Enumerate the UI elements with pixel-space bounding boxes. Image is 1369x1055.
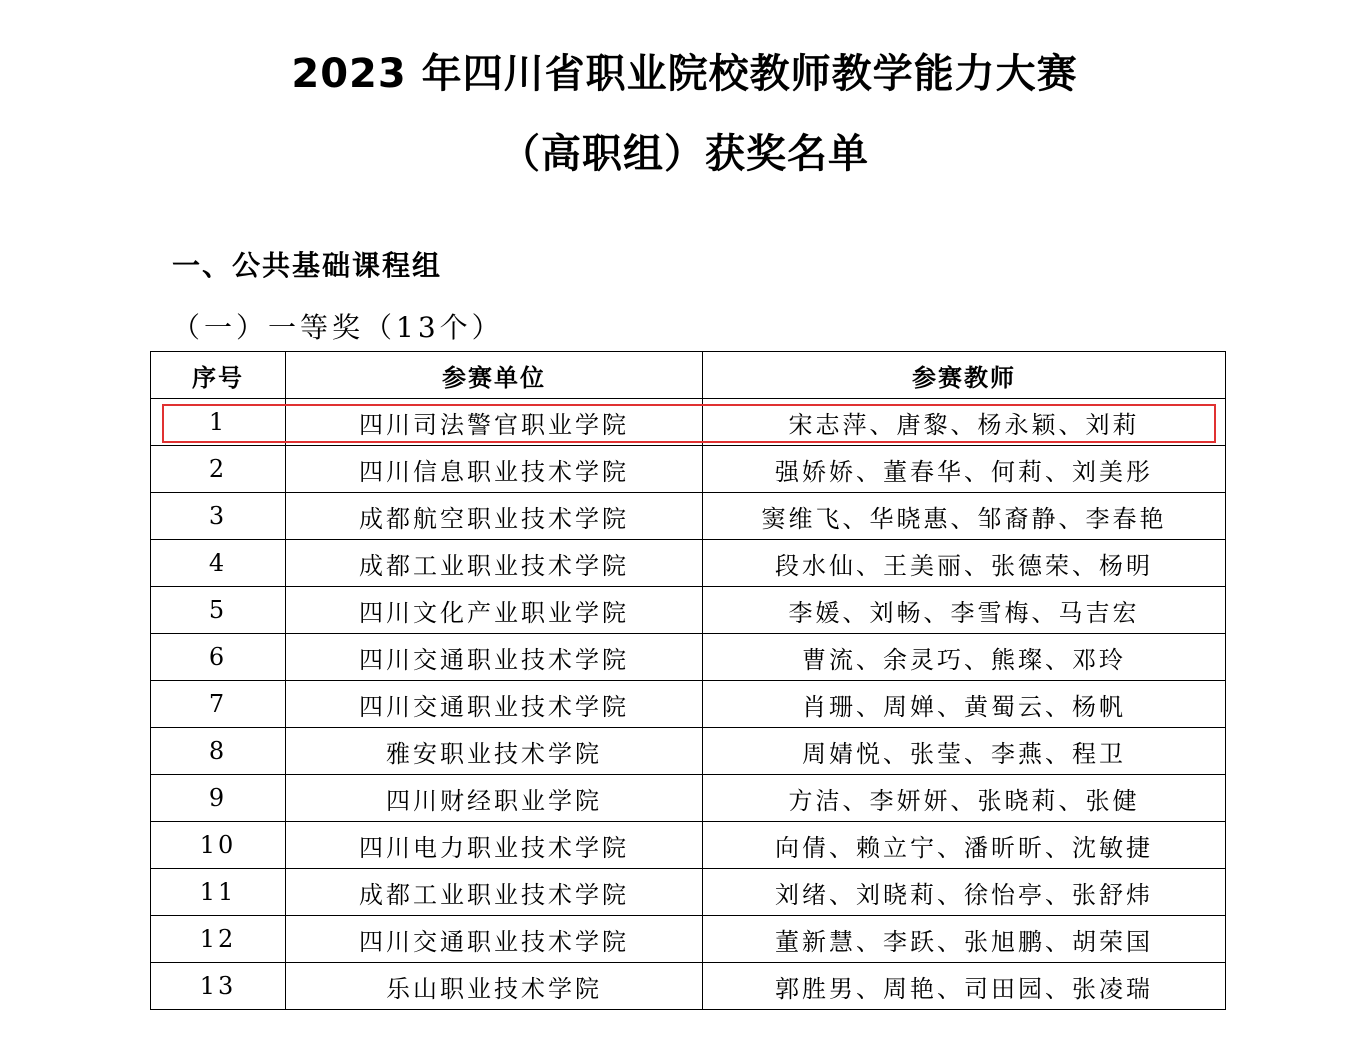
cell-unit: 四川司法警官职业学院 (286, 399, 703, 446)
cell-index: 10 (151, 822, 286, 869)
table-row (151, 963, 1226, 1010)
cell-teachers: 强娇娇、董春华、何莉、刘美彤 (703, 446, 1226, 493)
section-heading: 一、公共基础课程组 (172, 249, 443, 282)
document-title-line2: （高职组）获奖名单 (500, 131, 869, 177)
cell-index: 12 (151, 916, 286, 963)
table-row (151, 587, 1226, 634)
cell-teachers: 方洁、李妍妍、张晓莉、张健 (703, 775, 1226, 822)
cell-unit: 成都工业职业技术学院 (286, 540, 703, 587)
table-row (151, 728, 1226, 775)
cell-index: 1 (151, 399, 286, 446)
cell-unit: 四川电力职业技术学院 (286, 822, 703, 869)
cell-index: 5 (151, 587, 286, 634)
cell-unit: 四川财经职业学院 (286, 775, 703, 822)
cell-teachers: 郭胜男、周艳、司田园、张凌瑞 (703, 963, 1226, 1010)
table-body (151, 399, 1226, 1010)
cell-unit: 雅安职业技术学院 (286, 728, 703, 775)
header-teachers: 参赛教师 (703, 352, 1226, 399)
cell-unit: 成都工业职业技术学院 (286, 869, 703, 916)
table-row (151, 775, 1226, 822)
cell-teachers: 李媛、刘畅、李雪梅、马吉宏 (703, 587, 1226, 634)
table-row (151, 540, 1226, 587)
table-header-row (151, 352, 1226, 399)
table-row (151, 399, 1226, 446)
cell-index: 13 (151, 963, 286, 1010)
cell-unit: 成都航空职业技术学院 (286, 493, 703, 540)
cell-index: 3 (151, 493, 286, 540)
table-row (151, 822, 1226, 869)
cell-teachers: 刘绪、刘晓莉、徐怡亭、张舒炜 (703, 869, 1226, 916)
cell-index: 9 (151, 775, 286, 822)
cell-unit: 四川文化产业职业学院 (286, 587, 703, 634)
cell-unit: 四川交通职业技术学院 (286, 634, 703, 681)
table-row (151, 634, 1226, 681)
cell-unit: 四川交通职业技术学院 (286, 916, 703, 963)
cell-unit: 四川交通职业技术学院 (286, 681, 703, 728)
cell-index: 8 (151, 728, 286, 775)
cell-teachers: 周婧悦、张莹、李燕、程卫 (703, 728, 1226, 775)
cell-index: 6 (151, 634, 286, 681)
cell-index: 4 (151, 540, 286, 587)
cell-index: 7 (151, 681, 286, 728)
table-row (151, 681, 1226, 728)
table-row (151, 446, 1226, 493)
cell-unit: 四川信息职业技术学院 (286, 446, 703, 493)
cell-teachers: 段水仙、王美丽、张德荣、杨明 (703, 540, 1226, 587)
cell-index: 2 (151, 446, 286, 493)
cell-teachers: 肖珊、周婵、黄蜀云、杨帆 (703, 681, 1226, 728)
header-unit: 参赛单位 (286, 352, 703, 399)
header-index: 序号 (151, 352, 286, 399)
cell-teachers: 曹流、余灵巧、熊璨、邓玲 (703, 634, 1226, 681)
cell-teachers: 董新慧、李跃、张旭鹏、胡荣国 (703, 916, 1226, 963)
cell-teachers: 宋志萍、唐黎、杨永颖、刘莉 (703, 399, 1226, 446)
cell-index: 11 (151, 869, 286, 916)
subsection-heading: （一）一等奖（13个） (172, 311, 504, 344)
document-title-line1: 2023 年四川省职业院校教师教学能力大赛 (291, 51, 1078, 97)
cell-teachers: 向倩、赖立宁、潘昕昕、沈敏捷 (703, 822, 1226, 869)
cell-unit: 乐山职业技术学院 (286, 963, 703, 1010)
table-row (151, 493, 1226, 540)
awards-table (150, 351, 1226, 1010)
cell-teachers: 窦维飞、华晓惠、邹裔静、李春艳 (703, 493, 1226, 540)
table-row (151, 916, 1226, 963)
table-row (151, 869, 1226, 916)
